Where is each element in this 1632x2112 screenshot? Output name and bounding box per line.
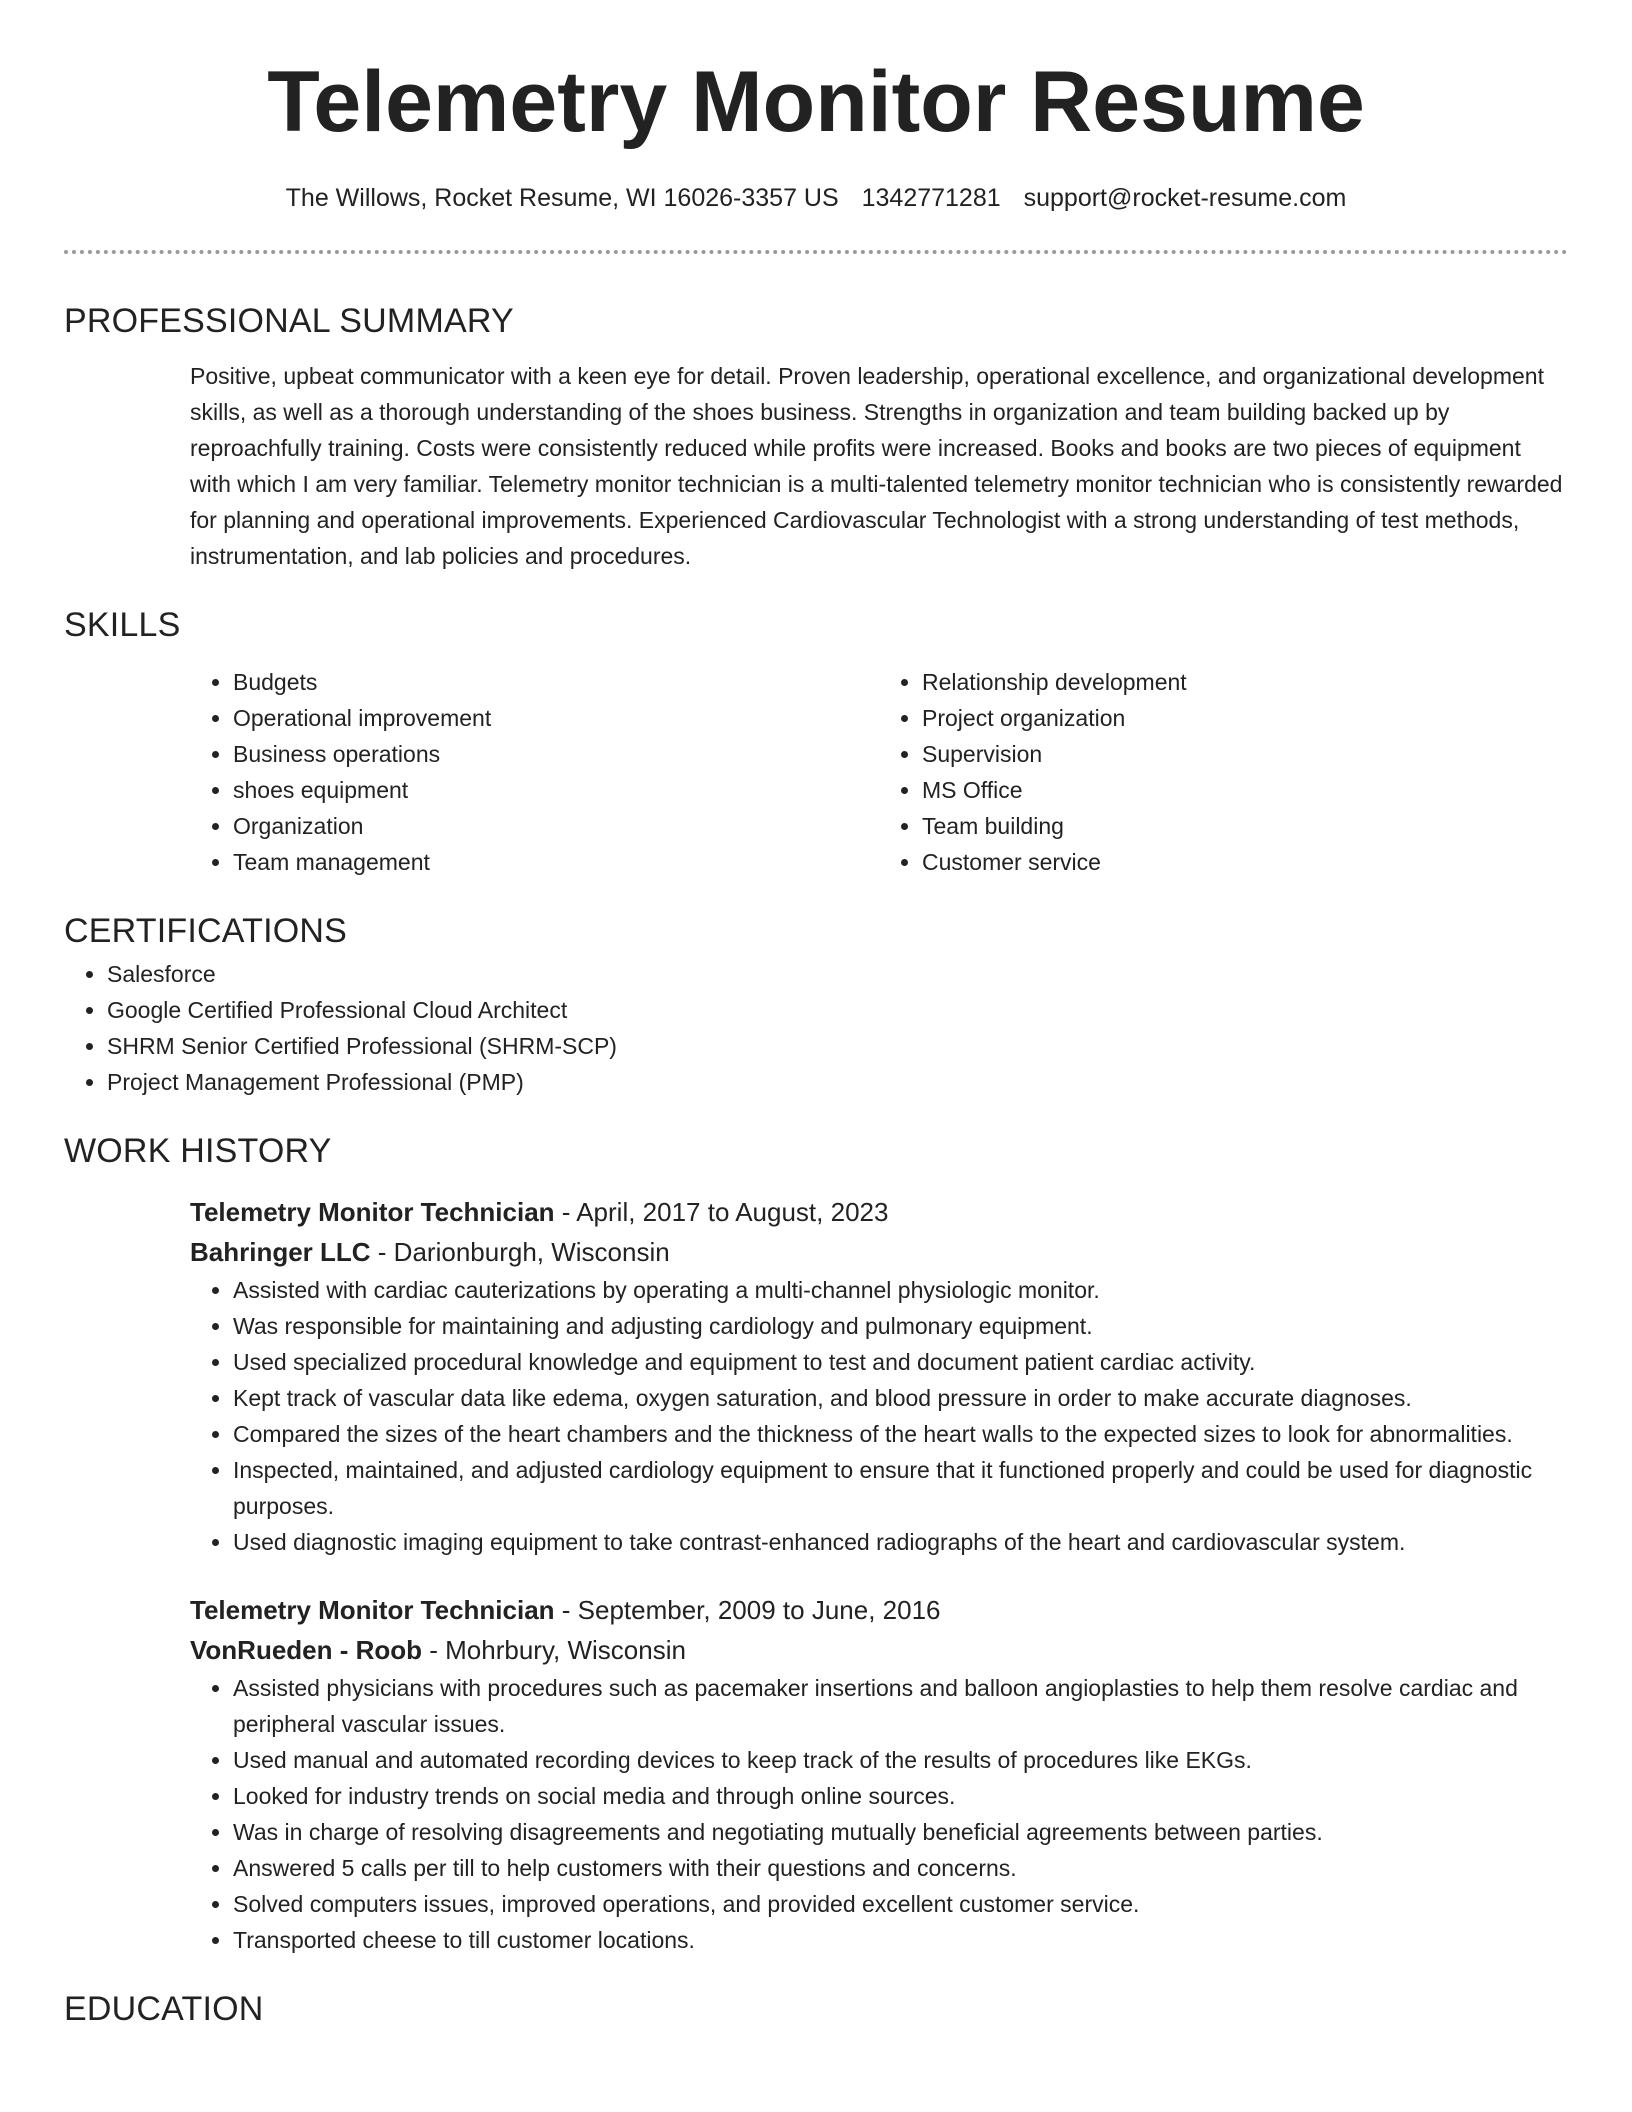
job-entry: [190, 1590, 1568, 1958]
skills-heading: SKILLS: [64, 606, 181, 644]
job-duty: • Used specialized procedural knowledge and equipment to test and document patient cardiac activity.: [233, 1344, 1568, 1380]
job-duty: • Used diagnostic imaging equipment to take contrast-enhanced radiographs of the heart and cardiovascular system.: [233, 1524, 1568, 1560]
job-company-line: [190, 1232, 1568, 1272]
certification-item: • Project Management Professional (PMP): [107, 1064, 1568, 1100]
job-duty: • Transported cheese to till customer locations.: [233, 1922, 1568, 1958]
contact-email[interactable]: support@rocket-resume.com: [1023, 184, 1347, 212]
job-duties-list: [190, 1272, 1568, 1560]
job-company: Bahringer LLC: [190, 1237, 371, 1267]
job-duty: • Was in charge of resolving disagreements and negotiating mutually beneficial agreements between parties.: [233, 1814, 1568, 1850]
skill-item: • Business operations: [233, 736, 879, 772]
job-title: Telemetry Monitor Technician: [190, 1595, 555, 1625]
contact-line: [0, 180, 1632, 216]
job-location: - Darionburgh, Wisconsin: [370, 1237, 670, 1267]
job-duty: • Used manual and automated recording devices to keep track of the results of procedures like EKGs.: [233, 1742, 1568, 1778]
certification-item: • Google Certified Professional Cloud Architect: [107, 992, 1568, 1028]
job-duties-list: [190, 1670, 1568, 1958]
summary-heading: PROFESSIONAL SUMMARY: [64, 302, 514, 340]
job-duty: • Assisted with cardiac cauterizations by operating a multi-channel physiologic monitor.: [233, 1272, 1568, 1308]
job-entry: [190, 1192, 1568, 1560]
skills-columns: [190, 664, 1568, 880]
job-duty: • Looked for industry trends on social media and through online sources.: [233, 1778, 1568, 1814]
contact-phone: 1342771281: [861, 184, 1001, 212]
job-title: Telemetry Monitor Technician: [190, 1197, 555, 1227]
skill-item: • Relationship development: [922, 664, 1568, 700]
job-location: - Mohrbury, Wisconsin: [422, 1635, 686, 1665]
job-title-line: [190, 1192, 1568, 1232]
certifications-section: [64, 906, 1568, 1100]
skills-list-right: [879, 664, 1568, 880]
job-duty: • Solved computers issues, improved operations, and provided excellent customer service.: [233, 1886, 1568, 1922]
summary-text: Positive, upbeat communicator with a keen eye for detail. Proven leadership, operational excellence, and organizational development skills, as well as a thorough understanding of the shoes business. Strengths in organization and team building backed up by reproachfully training. Costs were consistently reduced while profits were increased. Books and books are two pieces of equipment with which I am very familiar. Telemetry monitor technician is a multi-talented telemetry monitor technician who is consistently rewarded for planning and operational improvements. Experienced Cardiovascular Technologist with a strong understanding of test methods, instrumentation, and lab policies and procedures.: [190, 363, 1563, 569]
header-divider: [64, 250, 1568, 254]
job-company-line: [190, 1630, 1568, 1670]
job-duty: • Answered 5 calls per till to help customers with their questions and concerns.: [233, 1850, 1568, 1886]
job-dates: - September, 2009 to June, 2016: [554, 1595, 941, 1625]
certification-item: • SHRM Senior Certified Professional (SHRM-SCP): [107, 1028, 1568, 1064]
job-duty: • Assisted physicians with procedures such as pacemaker insertions and balloon angioplasties to help them resolve cardiac and peripheral vascular issues.: [233, 1670, 1568, 1742]
skill-item: • Team management: [233, 844, 879, 880]
resume-content: [64, 296, 1568, 2034]
job-dates: - April, 2017 to August, 2023: [554, 1197, 889, 1227]
skill-item: • Project organization: [922, 700, 1568, 736]
work-history-section: [64, 1126, 1568, 1958]
job-company: VonRueden - Roob: [190, 1635, 423, 1665]
skill-item: • Organization: [233, 808, 879, 844]
skill-item: • Team building: [922, 808, 1568, 844]
education-heading: EDUCATION: [64, 1990, 264, 2028]
job-duty: • Kept track of vascular data like edema, oxygen saturation, and blood pressure in order to make accurate diagnoses.: [233, 1380, 1568, 1416]
skills-list-left: [190, 664, 879, 880]
summary-section: [64, 296, 1568, 574]
contact-address: The Willows, Rocket Resume, WI 16026-3357 US: [285, 184, 839, 212]
skills-section: [64, 600, 1568, 880]
job-title-line: [190, 1590, 1568, 1630]
skill-item: • MS Office: [922, 772, 1568, 808]
certification-item: • Salesforce: [107, 956, 1568, 992]
job-duty: • Was responsible for maintaining and adjusting cardiology and pulmonary equipment.: [233, 1308, 1568, 1344]
job-duty: • Inspected, maintained, and adjusted cardiology equipment to ensure that it functioned properly and could be used for diagnostic purposes.: [233, 1452, 1568, 1524]
certifications-list: [64, 956, 1568, 1100]
certifications-heading: CERTIFICATIONS: [64, 912, 348, 950]
skill-item: • Operational improvement: [233, 700, 879, 736]
work-history-heading: WORK HISTORY: [64, 1132, 332, 1170]
resume-title: Telemetry Monitor Resume: [267, 54, 1365, 150]
education-section: [64, 1984, 1568, 2034]
job-duty: • Compared the sizes of the heart chambers and the thickness of the heart walls to the expected sizes to look for abnormalities.: [233, 1416, 1568, 1452]
skill-item: • Supervision: [922, 736, 1568, 772]
skill-item: • shoes equipment: [233, 772, 879, 808]
skill-item: • Customer service: [922, 844, 1568, 880]
skill-item: • Budgets: [233, 664, 879, 700]
